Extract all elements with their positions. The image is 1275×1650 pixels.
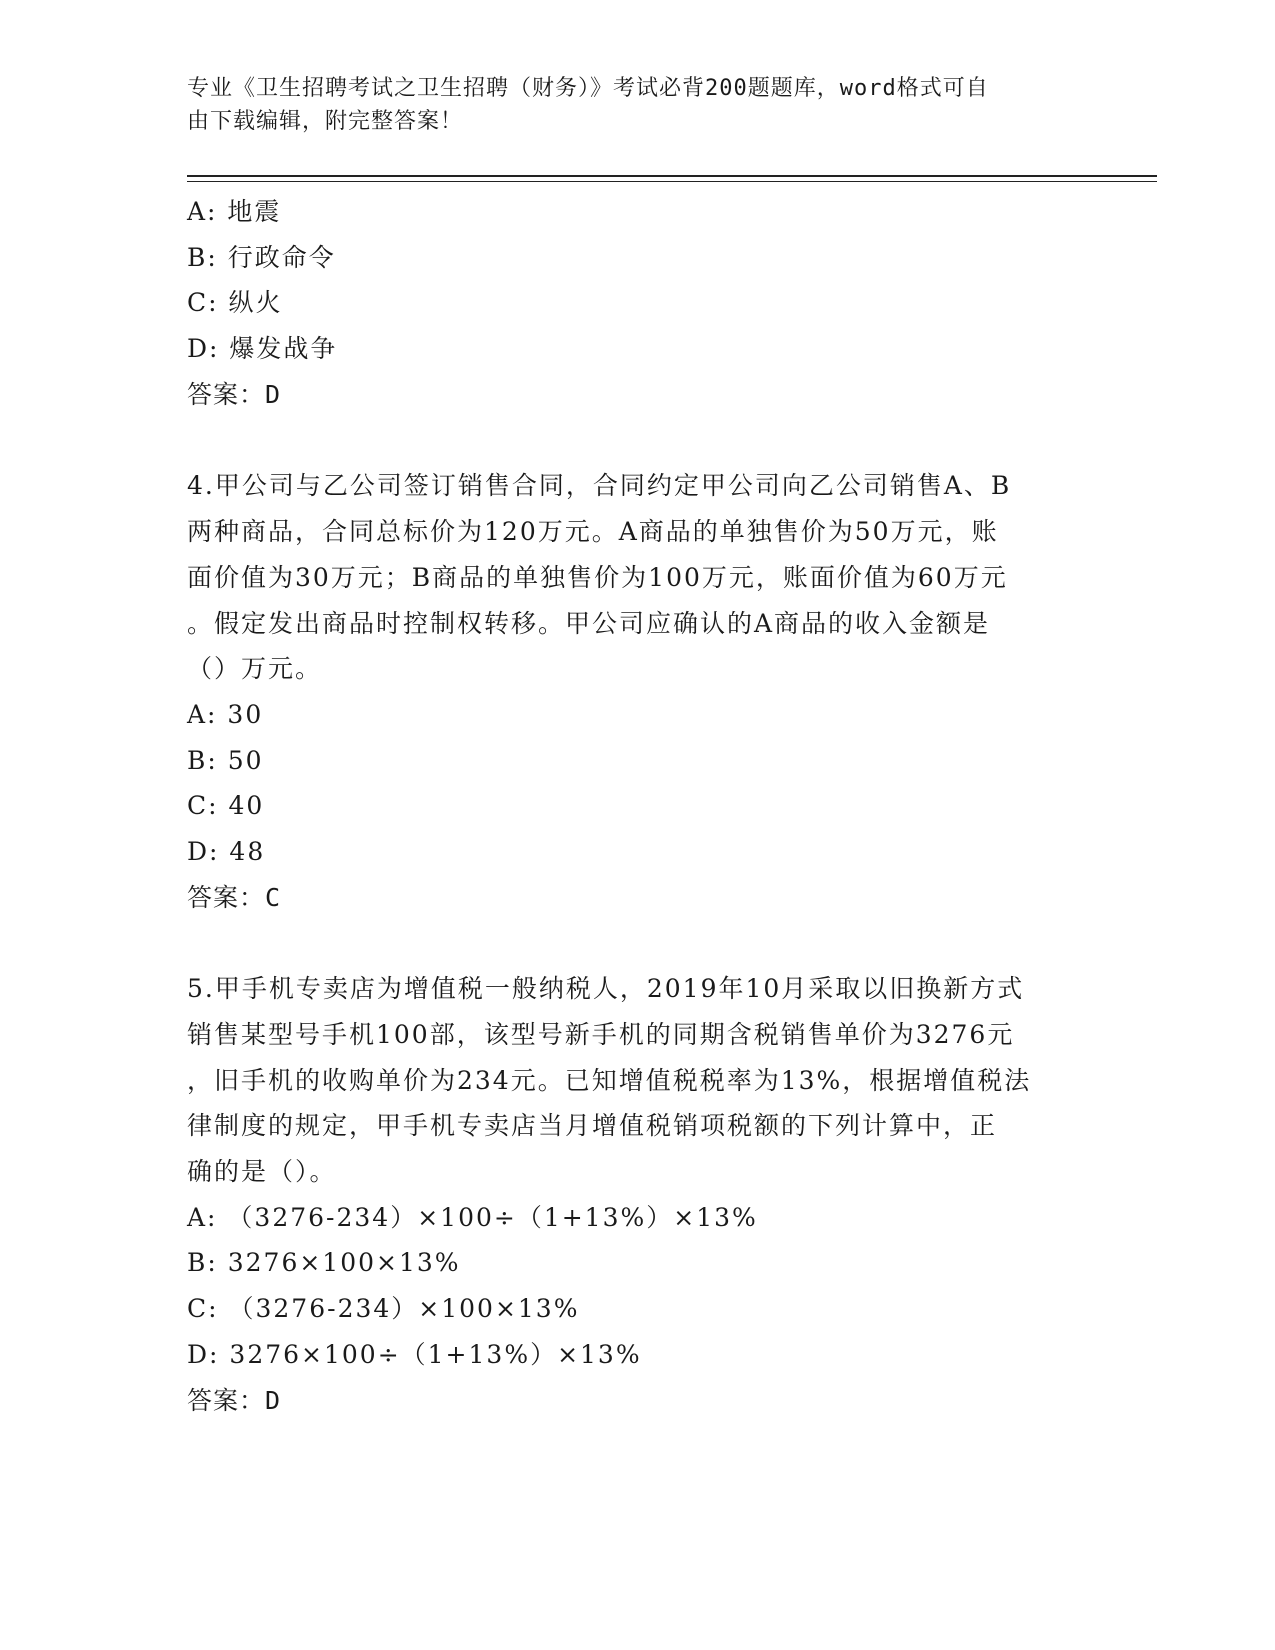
question-stem-line: 律制度的规定，甲手机专卖店当月增值税销项税额的下列计算中，正 (187, 1111, 998, 1141)
question-stem-line: 5.甲手机专卖店为增值税一般纳税人，2019年10月采取以旧换新方式 (187, 974, 1025, 1004)
option-d: D: 48 (187, 836, 266, 866)
question-stem-line: 两种商品，合同总标价为120万元。A商品的单独售价为50万元，账 (187, 517, 999, 547)
header-line-1: 专业《卫生招聘考试之卫生招聘（财务）》考试必背200题题库，word格式可自 (187, 76, 989, 101)
question-stem-line: 。假定发出商品时控制权转移。甲公司应确认的A商品的收入金额是 (187, 608, 991, 638)
header-divider-thin (187, 181, 1157, 182)
question-list (187, 189, 1087, 1423)
option-a: A: 地震 (187, 197, 282, 226)
option-b: B: 3276×100×13% (187, 1248, 461, 1278)
option-d: D: 爆发战争 (187, 334, 338, 364)
answer: 答案：C (187, 882, 282, 912)
option-b: B: 行政命令 (187, 242, 336, 272)
option-a: A: （3276-234）×100÷（1+13%）×13% (187, 1202, 758, 1232)
header-line-2: 由下载编辑，附完整答案！ (187, 109, 464, 134)
question-4 (187, 463, 1087, 920)
option-d: D: 3276×100÷（1+13%）×13% (187, 1339, 642, 1369)
question-stem-line: （）万元。 (187, 654, 323, 684)
option-c: C: 40 (187, 791, 265, 821)
document-header (187, 72, 1067, 138)
option-c: C: （3276-234）×100×13% (187, 1294, 580, 1324)
question-stem-line: ，旧手机的收购单价为234元。已知增值税税率为13%，根据增值税法 (187, 1065, 1032, 1095)
header-divider-thick (187, 175, 1157, 177)
option-c: C: 纵火 (187, 288, 283, 318)
option-b: B: 50 (187, 745, 264, 775)
answer: 答案：D (187, 1385, 282, 1415)
question-5 (187, 966, 1087, 1423)
option-a: A: 30 (187, 699, 264, 729)
question-stem-line: 确的是（）。 (187, 1157, 337, 1187)
question-3 (187, 189, 1087, 417)
question-stem-line: 销售某型号手机100部，该型号新手机的同期含税销售单价为3276元 (187, 1020, 1015, 1049)
question-stem-line: 面价值为30万元；B商品的单独售价为100万元，账面价值为60万元 (187, 562, 1008, 592)
answer: 答案：D (187, 379, 282, 409)
question-stem-line: 4.甲公司与乙公司签订销售合同，合同约定甲公司向乙公司销售A、B (187, 471, 1012, 501)
